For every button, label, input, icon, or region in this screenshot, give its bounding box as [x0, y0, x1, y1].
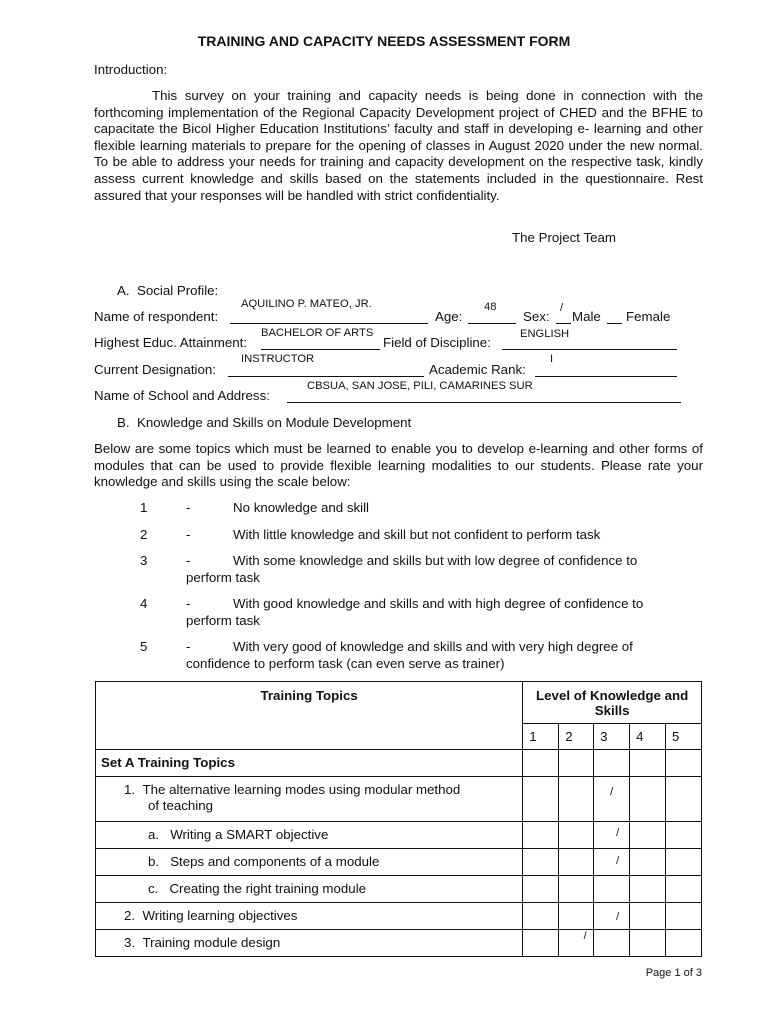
rating-cell[interactable]	[630, 903, 666, 930]
rating-cell[interactable]	[666, 777, 702, 822]
rank-value[interactable]: I	[550, 353, 554, 365]
section-b-heading: B. Knowledge and Skills on Module Development	[117, 415, 412, 430]
topic-text: Writing learning objectives	[142, 908, 298, 923]
male-line	[556, 323, 571, 324]
rating-cell[interactable]	[559, 876, 594, 903]
intro-line: learning and other flexible learning materials to prepare for the opening of classes in August	[94, 121, 703, 153]
scale-dash: -	[186, 639, 191, 654]
rating-cell[interactable]	[559, 903, 594, 930]
scale-number: 5	[140, 639, 148, 654]
rating-cell[interactable]	[630, 876, 666, 903]
rating-cell[interactable]	[666, 876, 702, 903]
rating-cell[interactable]: /	[594, 849, 630, 876]
age-value[interactable]: 48	[484, 301, 497, 313]
section-b-intro	[94, 441, 703, 491]
rating-cell[interactable]	[523, 849, 559, 876]
field-value[interactable]: ENGLISH	[520, 328, 570, 340]
intro-line: strict confidentiality.	[384, 187, 500, 203]
rating-cell[interactable]: /	[594, 777, 630, 822]
designation-value[interactable]: INSTRUCTOR	[241, 353, 315, 365]
rating-cell[interactable]	[559, 777, 594, 822]
level-column-header: 2	[559, 724, 594, 750]
rating-cell[interactable]	[559, 822, 594, 849]
table-row	[96, 822, 702, 849]
rank-line	[535, 376, 677, 377]
rank-label: Academic Rank:	[429, 362, 526, 377]
training-topics-header: Training Topics	[96, 682, 523, 750]
sex-label: Sex:	[523, 309, 550, 324]
age-label: Age:	[435, 309, 463, 324]
female-option: Female	[626, 309, 671, 324]
name-line	[230, 323, 428, 324]
introduction-label: Introduction:	[94, 62, 168, 77]
topic-number: 1.	[124, 782, 136, 797]
age-line	[468, 323, 516, 324]
form-title: TRAINING AND CAPACITY NEEDS ASSESSMENT FORM	[197, 33, 571, 49]
b-intro-line: rate your knowledge and skills using the scale below:	[94, 457, 704, 490]
page-number: Page 1 of 3	[645, 967, 702, 979]
level-column-header: 3	[594, 724, 630, 750]
rating-cell[interactable]: /	[559, 930, 594, 957]
topic-text: Training module design	[142, 935, 281, 950]
scale-dash: -	[186, 553, 191, 568]
rating-cell[interactable]	[630, 849, 666, 876]
topic-cell	[96, 903, 523, 930]
rating-cell[interactable]	[523, 930, 559, 957]
section-a-heading: A. Social Profile:	[117, 283, 219, 298]
rating-cell[interactable]	[523, 822, 559, 849]
scale-description-cont: perform task	[186, 613, 260, 628]
scale-number: 4	[140, 596, 148, 611]
table-row	[96, 777, 702, 822]
topic-letter: a.	[148, 827, 160, 842]
topic-number: 2.	[124, 908, 136, 923]
topic-letter: c.	[148, 881, 159, 896]
name-label: Name of respondent:	[94, 309, 219, 324]
scale-description: No knowledge and skill	[233, 500, 370, 515]
topic-cell	[96, 777, 523, 822]
topic-cell	[96, 930, 523, 957]
table-row	[96, 930, 702, 957]
b-intro-line: Below are some topics which must be learned to enable you to develop e-learning and other	[94, 441, 650, 456]
rating-cell[interactable]	[630, 930, 666, 957]
school-value[interactable]: CBSUA, SAN JOSE, PILI, CAMARINES SUR	[307, 380, 533, 392]
rating-cell[interactable]	[666, 849, 702, 876]
scale-number: 1	[140, 500, 148, 515]
intro-line: This survey on your training and capacity needs is being done in connection with the	[152, 88, 703, 103]
topic-number: 3.	[124, 935, 136, 950]
topic-text: Creating the right training module	[169, 881, 367, 896]
sex-male-mark[interactable]: /	[560, 302, 564, 314]
topic-text: Writing a SMART objective	[170, 827, 329, 842]
designation-line	[228, 376, 424, 377]
education-line	[261, 349, 380, 350]
rating-cell[interactable]	[523, 876, 559, 903]
scale-description: With very good of knowledge and skills and with very high degree of	[233, 639, 633, 654]
b-intro-line: forms of modules that can be used to provide flexible learning modalities to our students. Please	[94, 441, 703, 473]
topic-letter: b.	[148, 854, 160, 869]
rating-cell[interactable]: /	[594, 822, 630, 849]
male-option: Male	[572, 309, 601, 324]
name-value[interactable]: AQUILINO P. MATEO, JR.	[241, 298, 372, 310]
rating-cell[interactable]	[523, 777, 559, 822]
level-header: Level of Knowledge and Skills	[523, 682, 702, 724]
education-label: Highest Educ. Attainment:	[94, 335, 247, 350]
topic-cell	[96, 822, 523, 849]
intro-line: BFHE to capacitate the Bicol Higher Education Institutions’ faculty and staff in developing e-	[94, 104, 704, 137]
intro-line: forthcoming implementation of the Regional Capacity Development project of CHED and the	[94, 104, 648, 120]
rating-cell[interactable]: /	[594, 903, 630, 930]
rating-cell[interactable]	[666, 930, 702, 957]
topic-text: Steps and components of a module	[170, 854, 380, 869]
rating-cell[interactable]	[594, 876, 630, 903]
level-column-header: 4	[630, 724, 666, 750]
scale-dash: -	[186, 596, 191, 611]
rating-cell[interactable]	[594, 930, 630, 957]
scale-description: With some knowledge and skills but with low degree of confidence to	[233, 553, 638, 568]
scale-number: 3	[140, 553, 148, 568]
assessment-table	[95, 681, 702, 957]
table-row	[96, 903, 702, 930]
table-row	[96, 876, 702, 903]
field-label: Field of Discipline:	[383, 335, 491, 350]
scale-description-cont: perform task	[186, 570, 260, 585]
rating-cell[interactable]	[630, 777, 666, 822]
set-a-heading: Set A Training Topics	[96, 750, 523, 777]
school-line	[287, 402, 681, 403]
field-line	[502, 349, 677, 350]
level-column-header: 5	[666, 724, 702, 750]
scale-description-cont: confidence to perform task (can even serve as trainer)	[186, 656, 505, 671]
school-label: Name of School and Address:	[94, 388, 270, 403]
education-value[interactable]: BACHELOR OF ARTS	[261, 327, 374, 339]
topic-text: The alternative learning modes using modular method of teaching	[142, 782, 461, 813]
rating-cell[interactable]	[666, 903, 702, 930]
introduction-paragraph	[94, 88, 703, 204]
topic-cell	[96, 849, 523, 876]
designation-label: Current Designation:	[94, 362, 216, 377]
scale-dash: -	[186, 500, 191, 515]
signature: The Project Team	[512, 230, 616, 245]
rating-cell[interactable]	[523, 903, 559, 930]
scale-dash: -	[186, 527, 191, 542]
scale-number: 2	[140, 527, 148, 542]
female-line	[607, 323, 622, 324]
intro-line: statements included in the questionnaire. Rest assured that your responses will be handled with	[94, 170, 703, 203]
scale-description: With little knowledge and skill but not confident to perform task	[233, 527, 601, 542]
rating-cell[interactable]	[666, 822, 702, 849]
intro-line: 2020 under the new normal. To be able to address your needs for training and capacity	[94, 137, 703, 170]
rating-cell[interactable]	[559, 849, 594, 876]
rating-cell[interactable]	[630, 822, 666, 849]
intro-line: development on the respective task, kindly assess current knowledge and skills based on the	[94, 154, 703, 186]
table-row	[96, 849, 702, 876]
topic-cell	[96, 876, 523, 903]
scale-description: With good knowledge and skills and with high degree of confidence to	[233, 596, 644, 611]
level-column-header: 1	[523, 724, 559, 750]
